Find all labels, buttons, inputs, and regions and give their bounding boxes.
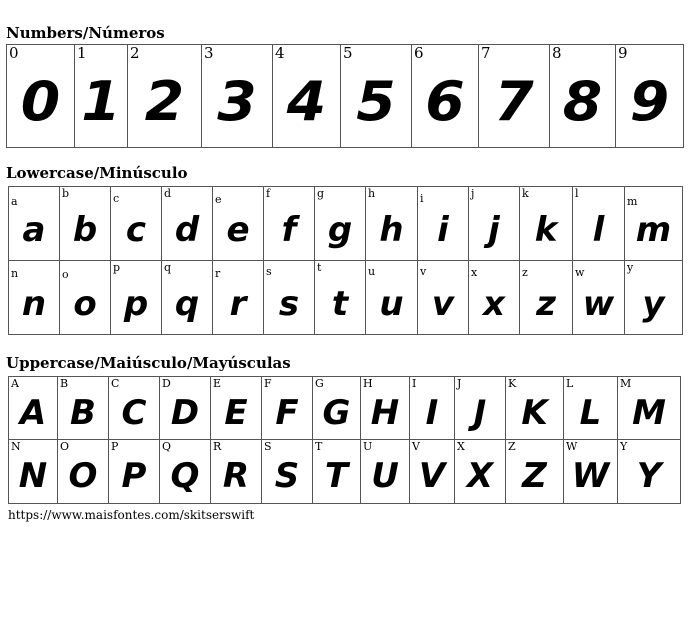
glyph-sample: v <box>431 284 455 324</box>
glyph-sample: o <box>73 284 97 324</box>
glyph-cell <box>162 187 213 261</box>
glyph-cell <box>128 45 202 148</box>
glyph-sample: Z <box>522 456 547 496</box>
glyph-label: E <box>213 377 222 390</box>
glyph-label: 4 <box>275 44 285 62</box>
glyph-cell <box>341 45 412 148</box>
glyph-label: r <box>215 267 221 280</box>
glyph-label: W <box>566 440 578 453</box>
glyph-sample: 5 <box>356 70 396 133</box>
glyph-sample: 3 <box>217 70 257 133</box>
glyph-label: T <box>315 440 323 453</box>
glyph-label: O <box>60 440 70 453</box>
glyph-cell <box>7 45 75 148</box>
glyph-cell <box>361 377 410 440</box>
glyph-label: L <box>566 377 574 390</box>
glyph-label: Y <box>620 440 628 453</box>
glyph-sample: R <box>222 456 250 496</box>
glyph-sample: O <box>68 456 98 496</box>
glyph-cell <box>9 187 60 261</box>
glyph-cell <box>211 440 262 504</box>
glyph-cell <box>58 440 109 504</box>
glyph-sample: V <box>418 456 446 496</box>
glyph-label: Q <box>162 440 172 453</box>
glyph-label: t <box>317 261 322 274</box>
glyph-cell <box>9 377 58 440</box>
glyph-label: Z <box>508 440 516 453</box>
glyph-sample: W <box>571 456 610 496</box>
glyph-sample: M <box>632 393 666 433</box>
glyph-label: K <box>508 377 517 390</box>
glyph-cell <box>60 261 111 335</box>
glyph-sample: N <box>18 456 48 496</box>
glyph-cell <box>262 440 313 504</box>
glyph-label: R <box>213 440 222 453</box>
glyph-cell <box>564 440 618 504</box>
glyph-cell <box>273 45 341 148</box>
glyph-sample: n <box>21 284 47 324</box>
glyph-sample: U <box>371 456 399 496</box>
glyph-label: g <box>317 187 325 200</box>
glyph-sample: i <box>437 210 449 250</box>
glyph-label: v <box>420 265 427 278</box>
glyph-sample: r <box>229 284 247 324</box>
glyph-label: b <box>62 187 70 200</box>
glyph-sample: 9 <box>629 70 670 133</box>
glyph-cell <box>410 377 455 440</box>
glyph-sample: F <box>275 393 299 433</box>
glyph-label: 5 <box>343 44 353 62</box>
glyph-sample: y <box>642 284 665 324</box>
glyph-cell <box>262 377 313 440</box>
glyph-sample: x <box>483 284 505 324</box>
glyph-sample: m <box>635 210 672 250</box>
glyph-cell <box>315 187 366 261</box>
glyph-cell <box>211 377 262 440</box>
glyph-cell <box>520 261 573 335</box>
glyph-label: H <box>363 377 373 390</box>
glyph-label: z <box>522 266 528 279</box>
glyph-cell <box>315 261 366 335</box>
glyph-sample: 0 <box>20 70 61 133</box>
glyph-label: e <box>215 193 222 206</box>
glyph-label: f <box>266 187 271 200</box>
glyph-cell <box>506 440 564 504</box>
glyph-sample: E <box>224 393 248 433</box>
glyph-label: y <box>627 261 634 274</box>
glyph-cell <box>506 377 564 440</box>
glyph-cell <box>9 440 58 504</box>
glyph-sample: s <box>278 284 300 324</box>
glyph-cell <box>162 261 213 335</box>
glyph-sample: I <box>425 393 439 433</box>
glyph-label: w <box>575 266 585 279</box>
glyph-label: u <box>368 265 376 278</box>
glyph-cell <box>213 261 264 335</box>
glyph-cell <box>313 440 361 504</box>
glyph-cell <box>520 187 573 261</box>
lowercase-grid <box>8 186 683 335</box>
glyph-sample: h <box>379 210 404 250</box>
glyph-label: 3 <box>204 44 214 62</box>
glyph-label: 7 <box>481 44 491 62</box>
glyph-cell <box>410 440 455 504</box>
glyph-label: 1 <box>77 44 87 62</box>
glyph-label: 0 <box>9 44 19 62</box>
glyph-label: d <box>164 187 172 200</box>
glyph-cell <box>366 261 418 335</box>
glyph-sample: A <box>19 393 47 433</box>
glyph-label: k <box>522 187 529 200</box>
glyph-sample: z <box>536 284 556 324</box>
lowercase-heading: Lowercase/Minúsculo <box>6 164 188 182</box>
glyph-sample: p <box>123 284 149 324</box>
glyph-label: N <box>11 440 21 453</box>
glyph-label: n <box>11 267 19 280</box>
glyph-label: p <box>113 261 121 274</box>
glyph-cell <box>616 45 684 148</box>
glyph-label: c <box>113 192 120 205</box>
glyph-cell <box>618 377 681 440</box>
glyph-sample: G <box>322 393 351 433</box>
glyph-sample: S <box>274 456 300 496</box>
glyph-label: C <box>111 377 120 390</box>
glyph-cell <box>111 261 162 335</box>
glyph-label: h <box>368 187 376 200</box>
glyph-cell <box>366 187 418 261</box>
glyph-cell <box>213 187 264 261</box>
glyph-sample: g <box>327 210 353 250</box>
glyph-cell <box>618 440 681 504</box>
numbers-heading: Numbers/Números <box>6 24 165 42</box>
glyph-label: S <box>264 440 272 453</box>
glyph-cell <box>202 45 273 148</box>
glyph-sample: d <box>174 210 200 250</box>
glyph-label: l <box>575 187 579 200</box>
glyph-sample: j <box>488 210 500 250</box>
glyph-sample: C <box>121 393 147 433</box>
glyph-cell <box>58 377 109 440</box>
glyph-sample: f <box>281 210 297 250</box>
glyph-label: a <box>11 195 18 208</box>
glyph-label: x <box>471 266 478 279</box>
glyph-label: A <box>11 377 19 390</box>
glyph-cell <box>9 261 60 335</box>
glyph-sample: b <box>72 210 98 250</box>
glyph-label: m <box>627 195 638 208</box>
glyph-sample: k <box>534 210 558 250</box>
glyph-label: 2 <box>130 44 140 62</box>
glyph-cell <box>573 261 625 335</box>
glyph-label: i <box>420 192 424 205</box>
glyph-sample: 7 <box>494 70 534 133</box>
glyph-cell <box>418 187 469 261</box>
glyph-sample: B <box>70 393 96 433</box>
glyph-cell <box>625 187 683 261</box>
numbers-grid <box>6 44 684 148</box>
source-url: https://www.maisfontes.com/skitserswift <box>8 508 255 522</box>
glyph-sample: q <box>174 284 200 324</box>
glyph-sample: 1 <box>81 70 121 133</box>
glyph-cell <box>264 187 315 261</box>
glyph-cell <box>564 377 618 440</box>
glyph-label: 6 <box>414 44 424 62</box>
glyph-sample: Q <box>170 456 200 496</box>
glyph-sample: 6 <box>425 70 465 133</box>
glyph-label: J <box>457 377 462 390</box>
glyph-cell <box>455 440 506 504</box>
glyph-cell <box>625 261 683 335</box>
glyph-sample: X <box>466 456 494 496</box>
glyph-cell <box>160 377 211 440</box>
glyph-label: D <box>162 377 171 390</box>
glyph-sample: T <box>324 456 349 496</box>
glyph-sample: 2 <box>144 70 185 133</box>
glyph-cell <box>109 440 160 504</box>
glyph-sample: 4 <box>286 70 327 133</box>
glyph-label: 8 <box>552 44 562 62</box>
glyph-label: M <box>620 377 632 390</box>
glyph-cell <box>455 377 506 440</box>
glyph-label: G <box>315 377 324 390</box>
glyph-cell <box>412 45 479 148</box>
glyph-sample: K <box>521 393 548 433</box>
glyph-label: s <box>266 265 272 278</box>
glyph-cell <box>111 187 162 261</box>
glyph-sample: u <box>379 284 404 324</box>
glyph-cell <box>418 261 469 335</box>
glyph-cell <box>550 45 616 148</box>
glyph-cell <box>75 45 128 148</box>
glyph-cell <box>313 377 361 440</box>
glyph-sample: c <box>125 210 147 250</box>
glyph-label: 9 <box>618 44 628 62</box>
glyph-cell <box>361 440 410 504</box>
glyph-cell <box>264 261 315 335</box>
glyph-cell <box>60 187 111 261</box>
glyph-sample: 8 <box>562 70 603 133</box>
glyph-sample: H <box>370 393 400 433</box>
glyph-label: P <box>111 440 119 453</box>
glyph-sample: D <box>170 393 200 433</box>
glyph-label: U <box>363 440 373 453</box>
glyph-sample: Y <box>636 456 662 496</box>
glyph-label: I <box>412 377 417 390</box>
glyph-cell <box>109 377 160 440</box>
glyph-label: j <box>471 187 475 200</box>
glyph-cell <box>469 261 520 335</box>
glyph-sample: l <box>592 210 605 250</box>
glyph-sample: P <box>121 456 147 496</box>
glyph-sample: w <box>582 284 615 324</box>
glyph-label: q <box>164 261 172 274</box>
glyph-cell <box>469 187 520 261</box>
glyph-label: X <box>457 440 465 453</box>
glyph-cell <box>160 440 211 504</box>
glyph-sample: e <box>226 210 250 250</box>
glyph-label: V <box>412 440 420 453</box>
glyph-cell <box>573 187 625 261</box>
glyph-sample: a <box>22 210 46 250</box>
glyph-sample: t <box>331 284 349 324</box>
glyph-sample: J <box>473 393 487 433</box>
uppercase-grid <box>8 376 681 504</box>
uppercase-heading: Uppercase/Maiúsculo/Mayúsculas <box>6 354 291 372</box>
glyph-label: o <box>62 268 69 281</box>
glyph-cell <box>479 45 550 148</box>
glyph-label: F <box>264 377 272 390</box>
glyph-sample: L <box>579 393 602 433</box>
glyph-label: B <box>60 377 69 390</box>
